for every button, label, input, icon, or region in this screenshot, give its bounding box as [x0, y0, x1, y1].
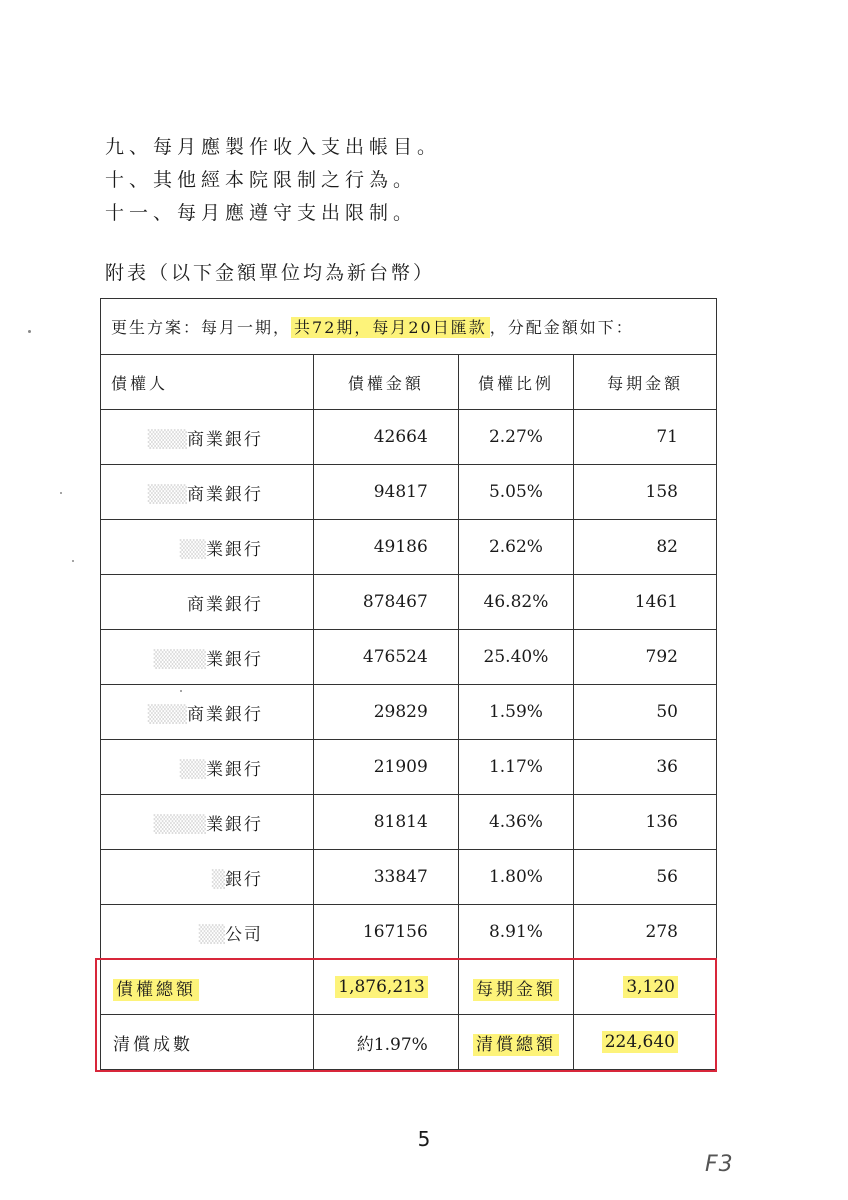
- header-creditor: 債權人: [101, 355, 314, 410]
- header-per-period: 每期金額: [574, 355, 717, 410]
- scan-speck: [60, 492, 62, 494]
- per-period-cell: 50: [574, 685, 717, 740]
- ratio-cell: 8.91%: [458, 905, 573, 960]
- obscured-text: ▒: [211, 869, 225, 890]
- amount-cell: 29829: [313, 685, 458, 740]
- allocation-table: [100, 298, 717, 1070]
- obscured-text: ▒▒▒: [147, 429, 187, 450]
- per-period-cell: 56: [574, 850, 717, 905]
- creditor-name: 公司: [224, 924, 263, 945]
- table-caption: 附表（以下金額單位均為新台幣）: [105, 262, 436, 284]
- per-period-cell: 82: [574, 520, 717, 575]
- amount-cell: 94817: [313, 465, 458, 520]
- creditor-cell: [101, 740, 314, 795]
- text-line-11: 十一、每月應遵守支出限制。: [105, 202, 418, 224]
- ratio-cell: 46.82%: [458, 575, 573, 630]
- repay-value: 224,640: [602, 1031, 678, 1053]
- per-label-cell: [458, 960, 573, 1015]
- creditor-name: 業銀行: [205, 649, 263, 670]
- ratio-cell: 2.27%: [458, 410, 573, 465]
- rate-value: 約1.97%: [313, 1015, 458, 1070]
- amount-cell: 476524: [313, 630, 458, 685]
- obscured-text: ▒▒: [179, 539, 206, 560]
- amount-cell: 81814: [313, 795, 458, 850]
- table-row: [101, 905, 717, 960]
- ratio-cell: 1.59%: [458, 685, 573, 740]
- amount-cell: 49186: [313, 520, 458, 575]
- total-value: 1,876,213: [335, 976, 428, 998]
- per-value-cell: [574, 960, 717, 1015]
- creditor-name: 業銀行: [205, 759, 263, 780]
- creditor-cell: [101, 575, 314, 630]
- handwritten-note: F3: [705, 1152, 734, 1177]
- amount-cell: 42664: [313, 410, 458, 465]
- per-period-cell: 1461: [574, 575, 717, 630]
- repay-label: 清償總額: [473, 1034, 559, 1056]
- text-line-9: 九、每月應製作收入支出帳目。: [105, 136, 442, 158]
- creditor-cell: [101, 685, 314, 740]
- creditor-name: 商業銀行: [186, 484, 263, 505]
- repay-value-cell: [574, 1015, 717, 1070]
- summary-row-repay: [101, 1015, 717, 1070]
- creditor-cell: [101, 520, 314, 575]
- creditor-cell: [101, 905, 314, 960]
- table-row: [101, 465, 717, 520]
- creditor-cell: [101, 465, 314, 520]
- per-period-cell: 136: [574, 795, 717, 850]
- ratio-cell: 1.80%: [458, 850, 573, 905]
- obscured-text: ▒▒▒: [147, 484, 187, 505]
- total-value-cell: [313, 960, 458, 1015]
- creditor-cell: [101, 795, 314, 850]
- creditor-name: 商業銀行: [186, 704, 263, 725]
- creditor-name: 業銀行: [205, 814, 263, 835]
- header-ratio: 債權比例: [458, 355, 573, 410]
- obscured-text: ▒▒▒▒: [153, 649, 206, 670]
- plan-suffix: ，分配金額如下：: [489, 318, 634, 337]
- amount-cell: 21909: [313, 740, 458, 795]
- plan-description: [101, 299, 717, 355]
- obscured-text: ▒▒▒▒: [153, 814, 206, 835]
- scan-speck: [28, 330, 31, 333]
- plan-prefix: 更生方案：每月一期，: [111, 318, 292, 337]
- obscured-text: ▒▒: [179, 759, 206, 780]
- ratio-cell: 2.62%: [458, 520, 573, 575]
- scan-speck: [72, 560, 74, 562]
- ratio-cell: 4.36%: [458, 795, 573, 850]
- plan-highlight: 共72期，每月20日匯款: [291, 317, 490, 338]
- per-label: 每期金額: [473, 979, 559, 1001]
- table-row: [101, 410, 717, 465]
- summary-row-total: [101, 960, 717, 1015]
- per-period-cell: 71: [574, 410, 717, 465]
- amount-cell: 878467: [313, 575, 458, 630]
- creditor-name: 商業銀行: [186, 594, 263, 615]
- per-period-cell: 36: [574, 740, 717, 795]
- page-number: 5: [417, 1127, 431, 1151]
- ratio-cell: 1.17%: [458, 740, 573, 795]
- creditor-rows: [101, 410, 717, 960]
- rate-label: 清償成數: [101, 1015, 314, 1070]
- plan-row: [101, 299, 717, 355]
- table-row: [101, 795, 717, 850]
- creditor-name: 銀行: [224, 869, 263, 890]
- header-amount: 債權金額: [313, 355, 458, 410]
- ratio-cell: 5.05%: [458, 465, 573, 520]
- obscured-text: ▒▒: [198, 924, 225, 945]
- table-row: [101, 850, 717, 905]
- amount-cell: 167156: [313, 905, 458, 960]
- total-label-cell: [101, 960, 314, 1015]
- ratio-cell: 25.40%: [458, 630, 573, 685]
- creditor-cell: [101, 630, 314, 685]
- header-row: [101, 355, 717, 410]
- table-row: [101, 630, 717, 685]
- scan-speck: [180, 690, 182, 692]
- per-period-cell: 278: [574, 905, 717, 960]
- obscured-text: ▒▒▒: [147, 704, 187, 725]
- total-label: 債權總額: [113, 979, 199, 1001]
- creditor-name: 業銀行: [205, 539, 263, 560]
- table-row: [101, 740, 717, 795]
- table-row: [101, 575, 717, 630]
- per-value: 3,120: [623, 976, 678, 998]
- repay-label-cell: [458, 1015, 573, 1070]
- table-row: [101, 520, 717, 575]
- per-period-cell: 158: [574, 465, 717, 520]
- table-row: [101, 685, 717, 740]
- creditor-name: 商業銀行: [186, 429, 263, 450]
- text-line-10: 十、其他經本院限制之行為。: [105, 169, 418, 191]
- creditor-cell: [101, 410, 314, 465]
- creditor-cell: [101, 850, 314, 905]
- amount-cell: 33847: [313, 850, 458, 905]
- per-period-cell: 792: [574, 630, 717, 685]
